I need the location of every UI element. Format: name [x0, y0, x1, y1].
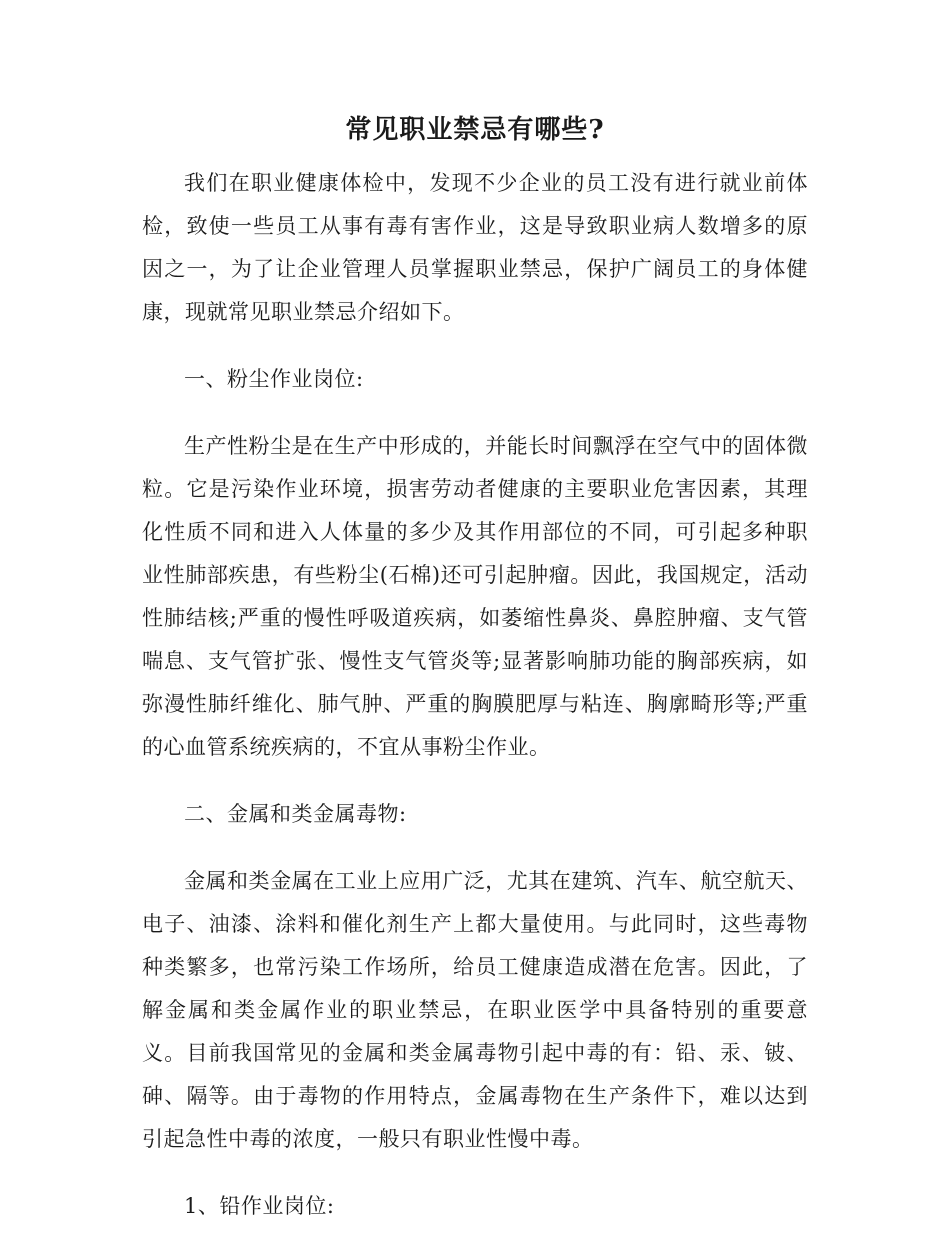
document-body	[142, 162, 808, 1252]
section-body-metals: 金属和类金属在工业上应用广泛，尤其在建筑、汽车、航空航天、电子、油漆、涂料和催化剂生产上都大量使用。与此同时，这些毒物种类繁多，也常污染工作场所，给员工健康造成潜在危害。因此，了解金属和类金属作业的职业禁忌，在职业医学中具备特别的重要意义。目前我国常见的金属和类金属毒物引起中毒的有：铅、汞、铍、砷、隔等。由于毒物的作用特点，金属毒物在生产条件下，难以达到引起急性中毒的浓度，一般只有职业性慢中毒。	[142, 869, 808, 1151]
section-body-dust: 生产性粉尘是在生产中形成的，并能长时间飘浮在空气中的固体微粒。它是污染作业环境，损害劳动者健康的主要职业危害因素，其理化性质不同和进入人体量的多少及其作用部位的不同，可引起多种职业性肺部疾患，有些粉尘(石棉)还可引起肿瘤。因此，我国规定，活动性肺结核;严重的慢性呼吸道疾病，如萎缩性鼻炎、鼻腔肿瘤、支气管喘息、支气管扩张、慢性支气管炎等;显著影响肺功能的胸部疾病，如弥漫性肺纤维化、肺气肿、严重的胸膜肥厚与粘连、胸廓畸形等;严重的心血管系统疾病的，不宜从事粉尘作业。	[142, 434, 808, 759]
subsection-heading-lead: 1、铅作业岗位:	[184, 1194, 335, 1218]
section-heading-metals: 二、金属和类金属毒物:	[184, 802, 407, 826]
intro-paragraph: 我们在职业健康体检中，发现不少企业的员工没有进行就业前体检，致使一些员工从事有毒有害作业，这是导致职业病人数增多的原因之一，为了让企业管理人员掌握职业禁忌，保护广阔员工的身体健康，现就常见职业禁忌介绍如下。	[142, 171, 808, 324]
document-title: 常见职业禁忌有哪些?	[345, 115, 605, 145]
section-heading-dust: 一、粉尘作业岗位:	[184, 367, 364, 391]
